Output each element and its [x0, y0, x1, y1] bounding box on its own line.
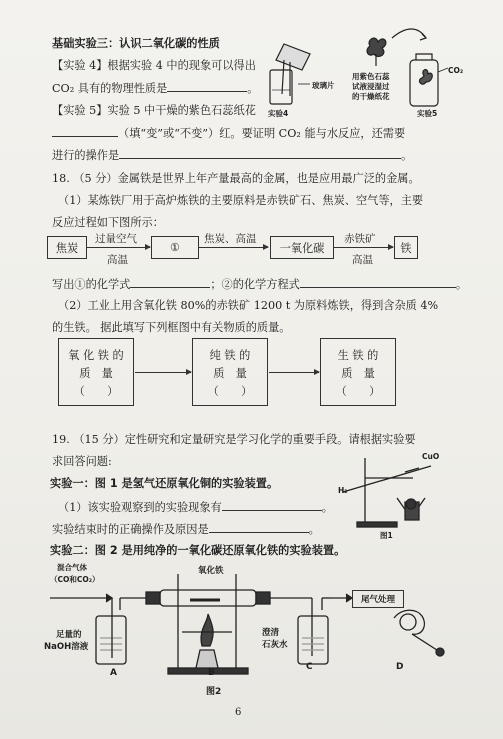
experiment4-figure: [262, 40, 344, 118]
exp1-operation-blank[interactable]: [209, 521, 309, 533]
mass-box-pig-iron: [320, 338, 396, 406]
flow-arrow-1: [86, 247, 150, 248]
fig1-cuo-label: CuO: [422, 452, 440, 461]
fig2-naoh-l2: NaOH溶液: [44, 642, 89, 652]
flow-arrow-3: [333, 247, 393, 248]
exp1-operation-text: 实验结束时的正确操作及原因是: [52, 523, 209, 536]
mass-arrow-1: [135, 372, 191, 373]
fig5-desc-line1: 用紫色石蕊: [352, 72, 390, 81]
flow-arrow1-bottom: 高温: [107, 254, 128, 266]
mass-box-iron-oxide: [58, 338, 134, 406]
q18-part2-line1: （2）工业上用含氧化铁 80%的赤铁矿 1200 t 为原料炼铁，得到含杂质 4%: [58, 299, 439, 312]
fig2-A: A: [110, 668, 117, 678]
fig5-gas-label: CO₂: [448, 66, 464, 75]
q18-formula-blank[interactable]: [130, 276, 210, 288]
fig1-h2-label: H₂: [338, 486, 348, 495]
fig2-naoh-l1: 足量的: [56, 630, 82, 640]
fig5-label: 实验5: [417, 109, 438, 118]
q19-stem-line2: 求回答问题:: [52, 455, 112, 468]
fig2-B: B: [208, 668, 215, 678]
mass-box-label: 氧 化 铁 的: [68, 349, 124, 362]
fig4-label: 实验4: [268, 109, 289, 118]
fig2-C: C: [306, 662, 313, 672]
flow-arrow2-top: 焦炭、高温: [204, 233, 257, 245]
exp5-answer-blank[interactable]: [52, 125, 118, 137]
mass-arrow-2: [269, 372, 319, 373]
exp5-text: （填“变”或“不变”）红。要证明 CO₂ 能与水反应，还需要: [118, 127, 406, 140]
fig2-lime-l2: 石灰水: [262, 640, 288, 650]
fig5-desc-line3: 的干燥纸花: [352, 92, 390, 101]
q18-write-line: 写出①的化学式 ；②的化学方程式 。: [52, 278, 468, 291]
fig2-D: D: [396, 662, 404, 672]
exp5-line2: [52, 125, 405, 141]
exp4-answer-blank[interactable]: [167, 80, 247, 92]
exp4-line2: CO₂ 具有的物理性质是 。: [52, 82, 259, 95]
exp4-text: CO₂ 具有的物理性质是: [52, 82, 168, 95]
section-heading: 基础实验三：认识二氧化碳的性质: [52, 37, 220, 50]
exp1-phenomenon-blank[interactable]: [222, 499, 322, 511]
mass-box-answer[interactable]: （ ）: [207, 385, 253, 398]
exp4-line1: 【实验 4】根据实验 4 中的现象可以得出: [52, 59, 256, 72]
mass-box-label: 质 量: [213, 367, 247, 380]
page-number: 6: [235, 707, 242, 718]
fig2-gas-l1: 混合气体: [57, 563, 87, 572]
mass-box-answer[interactable]: （ ）: [73, 385, 119, 398]
flow-start-box: 焦炭: [47, 236, 87, 259]
flow-end-box: 铁: [394, 236, 418, 259]
fig5-desc: [352, 72, 390, 102]
flow-step1-box: ①: [151, 236, 199, 259]
exp5-op-text: 进行的操作是: [52, 149, 120, 162]
q18-formula-text: 写出①的化学式: [52, 278, 131, 291]
flow-co-box: 一氧化碳: [270, 236, 334, 259]
q18-part2-line2: 的生铁。 据此填写下列框图中有关物质的质量。: [52, 321, 291, 334]
fig2-tail-box: 尾气处理: [352, 590, 404, 608]
mass-box-pure-iron: [192, 338, 268, 406]
fig2-fe2o3-label: 氧化铁: [198, 566, 224, 576]
q18-equation-blank[interactable]: [300, 276, 456, 288]
exp5-op-blank[interactable]: [119, 147, 401, 159]
fig2-label: 图2: [206, 687, 222, 697]
figure1-apparatus: [335, 448, 445, 538]
mass-box-label: 纯 铁 的: [209, 349, 251, 362]
fig2-gas-l2: （CO和CO₂）: [50, 575, 100, 584]
fig2-lime-l1: 澄清: [262, 628, 280, 638]
mass-box-label: 生 铁 的: [337, 349, 379, 362]
q19-exp1-q2: 实验结束时的正确操作及原因是 。: [52, 523, 320, 536]
fig5-desc-line2: 试液浸湿过: [352, 82, 390, 91]
exp5-line3: 进行的操作是 。: [52, 149, 413, 162]
flow-arrow3-top: 赤铁矿: [344, 233, 376, 245]
mass-box-label: 质 量: [341, 367, 375, 380]
q19-exp1-q1: （1）该实验观察到的实验现象有 。: [58, 501, 333, 514]
mass-box-label: 质 量: [79, 367, 113, 380]
fig4-glass-label: 玻璃片: [312, 81, 335, 90]
flow-arrow-2: [198, 247, 268, 248]
q18-stem: 18. （5 分）金属铁是世界上年产量最高的金属，也是应用最广泛的金属。: [52, 172, 420, 185]
exp5-line1: 【实验 5】实验 5 中干燥的紫色石蕊纸花: [52, 104, 256, 117]
q18-equation-text: ；②的化学方程式: [210, 278, 300, 291]
q19-exp1: 实验一：图 1 是氢气还原氧化铜的实验装置。: [50, 477, 279, 490]
exp1-phenomenon-text: （1）该实验观察到的实验现象有: [58, 501, 222, 514]
flow-arrow1-top: 过量空气: [95, 233, 137, 245]
mass-box-answer[interactable]: （ ）: [335, 385, 381, 398]
q18-part1-line2: 反应过程如下图所示：: [52, 216, 164, 229]
flow-arrow3-bottom: 高温: [352, 254, 373, 266]
q19-exp2: 实验二：图 2 是用纯净的一氧化碳还原氧化铁的实验装置。: [50, 544, 346, 557]
fig1-label: 图1: [380, 531, 393, 540]
q18-part1-line1: （1）某炼铁厂用于高炉炼铁的主要原料是赤铁矿石、焦炭、空气等，主要: [58, 194, 424, 207]
q19-stem-line1: 19. （15 分）定性研究和定量研究是学习化学的重要手段。请根据实验要: [52, 433, 416, 446]
